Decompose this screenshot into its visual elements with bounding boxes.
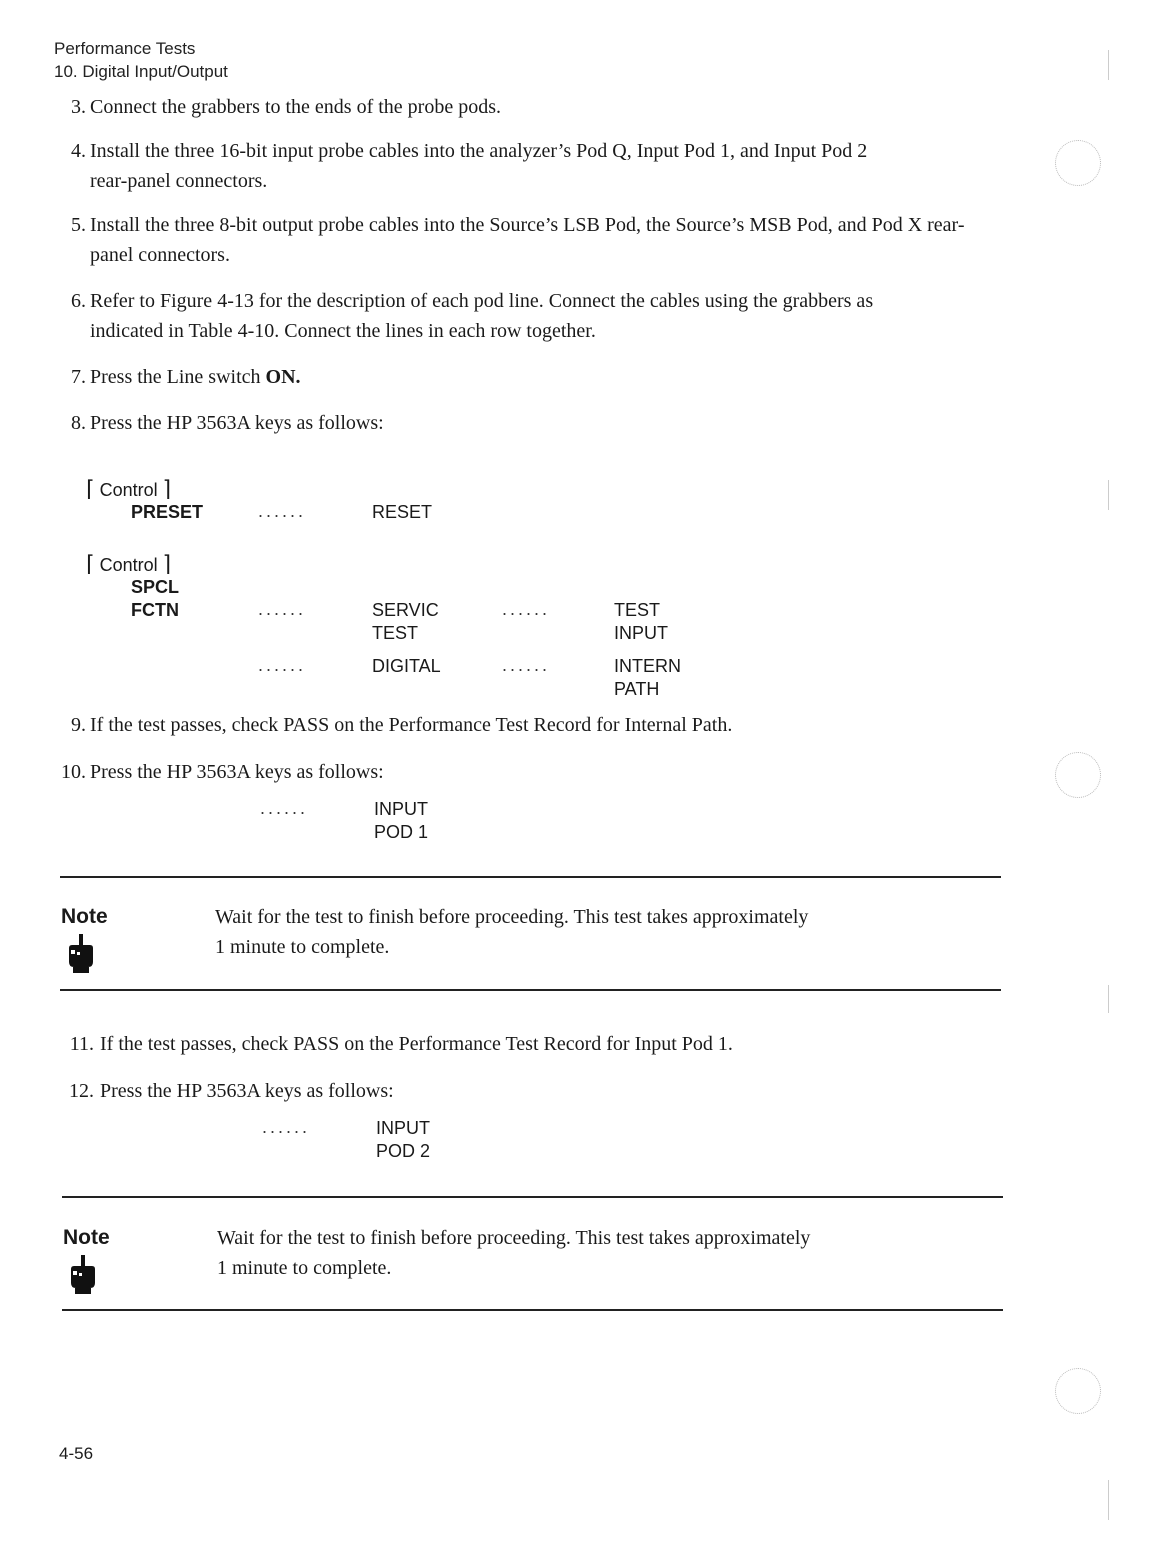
key-group-control-2: ⌈ Control ⌉ [86,551,172,576]
softkey-path: PATH [614,679,660,699]
hardkey-spcl: SPCL [131,577,180,597]
note-text-line-1: Wait for the test to finish before proceeding. This test takes approximately [217,1227,811,1249]
page-header-subsection: 10. Digital Input/Output [54,62,228,81]
margin-mark [1108,985,1109,1013]
hardkey-preset: PRESET [131,502,204,522]
softkey-input: INPUT [374,799,428,819]
note-label: Note [61,905,108,928]
note-label: Note [63,1226,110,1249]
dot-leader: ...... [258,599,307,619]
softkey-input: INPUT [376,1118,430,1138]
pointing-hand-icon [64,934,98,974]
softkey-test: TEST [372,623,419,643]
softkey-pod-2: POD 2 [376,1141,431,1161]
softkey-pod-1: POD 1 [374,822,429,842]
binder-hole [1055,1368,1101,1414]
softkey-input-result: INPUT [614,623,668,643]
softkey-reset: RESET [372,502,433,522]
pointing-hand-icon [66,1255,100,1295]
margin-mark [1108,1480,1109,1520]
margin-mark [1108,480,1109,510]
margin-mark [1108,50,1109,80]
note-top-rule [62,1196,1003,1198]
binder-hole [1055,752,1101,798]
key-group-control-1: ⌈ Control ⌉ [86,476,172,501]
dot-leader: ...... [502,655,551,675]
dot-leader: ...... [262,1117,311,1137]
note-bottom-rule [62,1309,1003,1311]
softkey-digital: DIGITAL [372,656,441,676]
dot-leader: ...... [258,655,307,675]
page-header-section: Performance Tests [54,39,196,58]
softkey-intern: INTERN [614,656,681,676]
note-text-line-2: 1 minute to complete. [217,1257,392,1279]
note-text-line-1: Wait for the test to finish before proceeding. This test takes approximately [215,906,809,928]
page-number: 4-56 [59,1444,94,1463]
dot-leader: ...... [258,501,307,521]
note-bottom-rule [60,989,1001,991]
dot-leader: ...... [502,599,551,619]
hardkey-fctn: FCTN [131,600,179,620]
dot-leader: ...... [260,798,309,818]
softkey-test-result: TEST [614,600,661,620]
softkey-servic: SERVIC [372,600,439,620]
note-text-line-2: 1 minute to complete. [215,936,390,958]
binder-hole [1055,140,1101,186]
line-switch-on: ON. [265,366,301,388]
note-top-rule [60,876,1001,878]
